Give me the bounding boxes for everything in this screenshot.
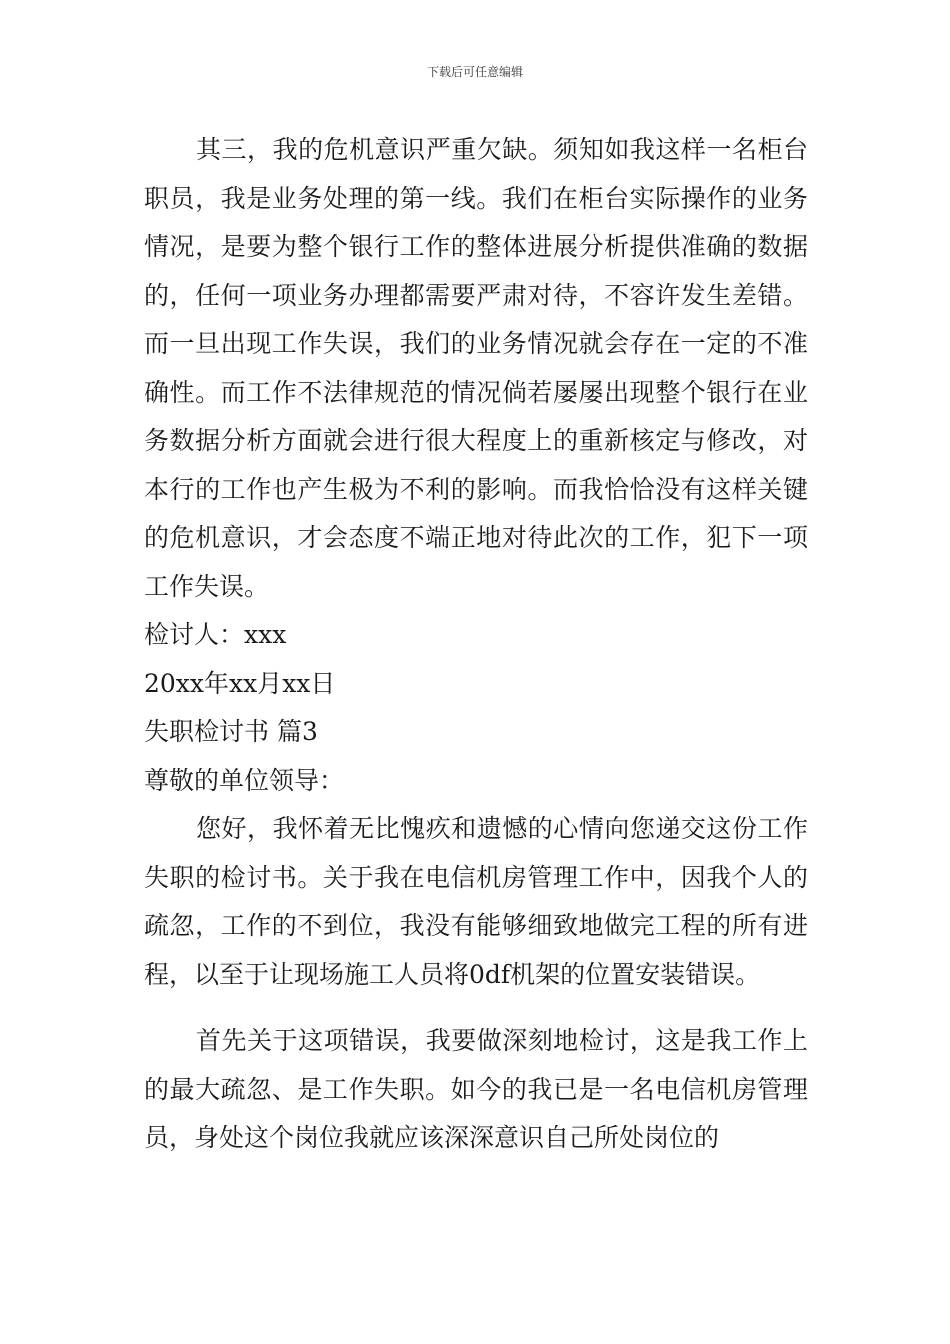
date-line: 20xx年xx月xx日	[144, 668, 336, 698]
signer-line: 检讨人：xxx	[144, 620, 287, 649]
paragraph-intro: 您好，我怀着无比愧疚和遗憾的心情向您递交这份工作失职的检讨书。关于我在电信机房管理工作中，因我个人的疏忽，工作的不到位，我没有能够细致地做完工程的所有进程，以至于让现场施工人员将0df机架的位置安装错误。	[144, 814, 808, 989]
salutation: 尊敬的单位领导：	[144, 765, 345, 795]
paragraph-first-reflection: 首先关于这项错误，我要做深刻地检讨，这是我工作上的最大疏忽、是工作失职。如今的我已是一名电信机房管理员，身处这个岗位我就应该深深意识自己所处岗位的	[144, 1026, 808, 1152]
document-body	[144, 126, 808, 1163]
paragraph-crisis-awareness: 其三，我的危机意识严重欠缺。须知如我这样一名柜台职员，我是业务处理的第一线。我们在柜台实际操作的业务情况，是要为整个银行工作的整体进展分析提供准确的数据的，任何一项业务办理都需要严肃对待，不容许发生差错。而一旦出现工作失误，我们的业务情况就会存在一定的不准确性。而工作不法律规范的情况倘若屡屡出现整个银行在业务数据分析方面就会进行很大程度上的重新核定与修改，对本行的工作也产生极为不利的影响。而我恰恰没有这样关键的危机意识，才会态度不端正地对待此次的工作，犯下一项工作失误。	[144, 135, 808, 601]
download-note: 下载后可任意编辑	[426, 65, 523, 79]
section-title: 失职检讨书 篇3	[144, 717, 318, 746]
